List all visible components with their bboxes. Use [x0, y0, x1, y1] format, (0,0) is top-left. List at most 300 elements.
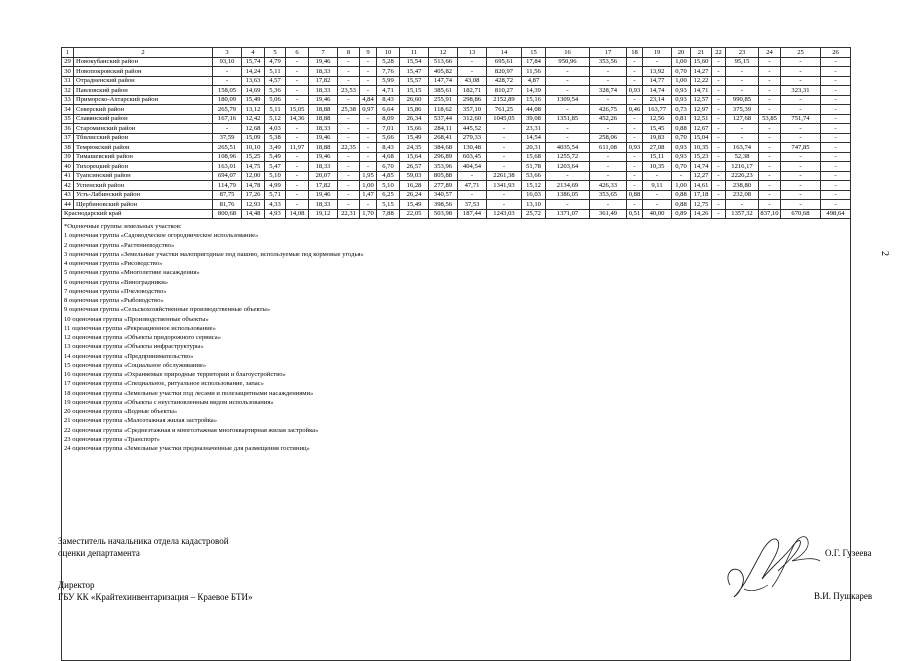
table-cell: 232,08	[726, 190, 759, 200]
table-cell: 15,49	[242, 95, 265, 105]
table-cell: -	[781, 181, 821, 191]
table-cell: 5,12	[265, 114, 286, 124]
table-cell: 12,56	[643, 114, 672, 124]
table-cell: -	[338, 95, 360, 105]
table-cell: 23,31	[522, 124, 546, 134]
table-cell: 1351,85	[546, 114, 590, 124]
table-cell: 13,10	[522, 200, 546, 210]
total-value-cell: 670,68	[781, 209, 821, 219]
table-cell: 182,71	[458, 86, 487, 96]
table-cell: 27,08	[643, 143, 672, 153]
table-row	[62, 190, 851, 200]
table-row	[62, 57, 851, 67]
table-cell: 694,07	[213, 171, 242, 181]
table-cell: 31	[62, 76, 74, 86]
table-cell: -	[627, 57, 643, 67]
table-cell: 15,15	[400, 86, 429, 96]
table-cell: 14,39	[522, 86, 546, 96]
table-cell: 428,72	[487, 76, 522, 86]
table-cell: -	[712, 143, 726, 153]
table-cell: 29	[62, 57, 74, 67]
table-cell: -	[759, 133, 781, 143]
table-cell: 9,11	[643, 181, 672, 191]
table-cell: -	[643, 200, 672, 210]
table-cell: -	[338, 67, 360, 77]
table-cell: -	[759, 95, 781, 105]
table-cell: -	[627, 76, 643, 86]
table-cell: -	[590, 67, 627, 77]
table-cell: 2152,89	[487, 95, 522, 105]
table-cell: 265,51	[213, 143, 242, 153]
table-cell: 695,61	[487, 57, 522, 67]
table-row	[62, 95, 851, 105]
table-cell: -	[781, 200, 821, 210]
table-cell: -	[546, 86, 590, 96]
table-cell: 19,83	[643, 133, 672, 143]
deputy-title-line-2: оценки департамента	[58, 548, 140, 558]
column-header: 22	[712, 48, 726, 58]
table-cell: -	[781, 133, 821, 143]
header-row	[62, 48, 851, 58]
table-cell: -	[726, 67, 759, 77]
table-cell: 405,82	[429, 67, 458, 77]
total-label-cell: Краснодарский край	[62, 209, 213, 219]
total-value-cell: 4,93	[265, 209, 286, 219]
column-header: 21	[691, 48, 712, 58]
table-cell: -	[360, 152, 377, 162]
table-cell: 127,68	[726, 114, 759, 124]
table-cell: -	[627, 133, 643, 143]
table-cell: 375,39	[726, 105, 759, 115]
table-cell: 1045,05	[487, 114, 522, 124]
table-cell: 41	[62, 171, 74, 181]
table-cell: 14,74	[643, 86, 672, 96]
table-cell: -	[643, 171, 672, 181]
table-cell: 12,67	[691, 124, 712, 134]
note-line: 14 оценочная группа «Предпринимательство»	[64, 352, 194, 360]
table-cell: -	[672, 171, 691, 181]
table-cell: -	[487, 143, 522, 153]
table-cell: -	[286, 171, 309, 181]
district-name-cell: Приморско-Ахтарский район	[74, 95, 213, 105]
table-cell: 15,25	[242, 152, 265, 162]
table-cell: 16,03	[522, 190, 546, 200]
table-cell: -	[627, 67, 643, 77]
table-cell: -	[759, 57, 781, 67]
column-header: 2	[74, 48, 213, 58]
note-line: 8 оценочная группа «Рыбоводство»	[64, 297, 164, 304]
table-row	[62, 133, 851, 143]
table-cell: 15,12	[522, 181, 546, 191]
table-cell: 163,77	[643, 105, 672, 115]
column-header: 5	[265, 48, 286, 58]
table-cell: -	[360, 114, 377, 124]
column-header: 10	[377, 48, 400, 58]
note-line: 22 оценочная группа «Среднеэтажная и многоэтажная многоквартирная жилая застройка»	[64, 426, 319, 434]
column-header: 4	[242, 48, 265, 58]
column-header: 26	[821, 48, 851, 58]
table-cell: -	[712, 133, 726, 143]
table-cell: 353,56	[590, 57, 627, 67]
table-cell: 14,71	[691, 86, 712, 96]
table-row	[62, 105, 851, 115]
table-cell: 81,76	[213, 200, 242, 210]
table-cell: -	[712, 57, 726, 67]
table-cell: -	[821, 114, 851, 124]
page-number: 2	[879, 251, 890, 256]
table-cell: 17,84	[522, 57, 546, 67]
table-cell: 18,88	[309, 105, 338, 115]
table-cell: 15,47	[400, 67, 429, 77]
table-cell: -	[781, 95, 821, 105]
note-line: 10 оценочная группа «Производственные объекты»	[64, 315, 209, 323]
table-cell: 0,97	[360, 105, 377, 115]
note-line: 5 оценочная группа «Многолетние насаждения»	[64, 269, 200, 277]
table-cell: 95,15	[726, 57, 759, 67]
table-cell: 14,74	[691, 162, 712, 172]
table-cell: -	[360, 162, 377, 172]
table-cell: -	[759, 105, 781, 115]
column-header: 7	[309, 48, 338, 58]
table-cell: 36	[62, 124, 74, 134]
table-cell: 805,88	[429, 171, 458, 181]
table-cell: -	[338, 200, 360, 210]
table-cell: -	[643, 190, 672, 200]
table-cell: -	[286, 57, 309, 67]
table-cell: 44,08	[522, 105, 546, 115]
table-cell: -	[338, 162, 360, 172]
table-cell: 14,78	[242, 181, 265, 191]
table-cell: 265,79	[213, 105, 242, 115]
table-cell: -	[821, 67, 851, 77]
table-cell: -	[458, 171, 487, 181]
table-cell: 7,76	[377, 67, 400, 77]
table-cell: 1,00	[360, 181, 377, 191]
table-cell: 328,74	[590, 86, 627, 96]
table-cell: 34	[62, 105, 74, 115]
district-name-cell: Славянский район	[74, 114, 213, 124]
table-cell: 603,45	[458, 152, 487, 162]
table-cell: -	[712, 67, 726, 77]
table-cell: 17,26	[242, 190, 265, 200]
table-cell: 15,68	[522, 152, 546, 162]
table-cell: 12,22	[691, 76, 712, 86]
table-cell: 12,57	[691, 95, 712, 105]
total-value-cell: 503,98	[429, 209, 458, 219]
column-header: 11	[400, 48, 429, 58]
column-header: 13	[458, 48, 487, 58]
table-cell: 0,88	[627, 190, 643, 200]
table-cell: -	[590, 76, 627, 86]
table-cell: -	[213, 124, 242, 134]
total-value-cell: 40,00	[643, 209, 672, 219]
table-cell: -	[759, 200, 781, 210]
table-cell: 8,43	[377, 95, 400, 105]
table-cell: 384,68	[429, 143, 458, 153]
table-cell: 1216,17	[726, 162, 759, 172]
table-cell: 163,01	[213, 162, 242, 172]
table-cell: 277,89	[429, 181, 458, 191]
table-cell: -	[546, 171, 590, 181]
note-line: 11 оценочная группа «Рекреационное использование»	[64, 324, 216, 332]
table-cell: -	[590, 124, 627, 134]
table-cell: 19,46	[309, 133, 338, 143]
table-cell: 3,49	[265, 143, 286, 153]
table-cell: -	[627, 162, 643, 172]
column-header: 18	[627, 48, 643, 58]
table-cell: 15,04	[691, 133, 712, 143]
table-cell: 1,95	[360, 171, 377, 181]
table-cell: -	[458, 190, 487, 200]
note-line: 9 оценочная группа «Сельскохозяйственные производственные объекты»	[64, 306, 271, 314]
deputy-name: О.Г. Гузеева	[825, 548, 872, 558]
table-cell: 611,08	[590, 143, 627, 153]
table-cell: -	[546, 124, 590, 134]
table-cell: 52,38	[726, 152, 759, 162]
table-cell: 2226,23	[726, 171, 759, 181]
table-cell: 167,16	[213, 114, 242, 124]
table-row	[62, 171, 851, 181]
table-cell: 4,33	[265, 200, 286, 210]
table-cell: -	[458, 67, 487, 77]
table-cell: 15,60	[691, 57, 712, 67]
table-cell: 0,70	[672, 162, 691, 172]
table-cell: -	[627, 152, 643, 162]
table-cell: -	[821, 181, 851, 191]
table-cell: 1386,05	[546, 190, 590, 200]
table-cell: 12,68	[242, 124, 265, 134]
table-cell: -	[627, 95, 643, 105]
table-cell: 14,61	[691, 181, 712, 191]
total-row	[62, 209, 851, 219]
table-cell: 23,14	[643, 95, 672, 105]
total-value-cell: 14,08	[286, 209, 309, 219]
table-cell: 4,99	[265, 181, 286, 191]
table-cell: 445,52	[458, 124, 487, 134]
table-cell: 51,78	[522, 162, 546, 172]
table-cell: 37,59	[213, 133, 242, 143]
table-cell: 11,97	[286, 143, 309, 153]
table-cell: 990,85	[726, 95, 759, 105]
table-cell: -	[726, 200, 759, 210]
district-name-cell: Отрадненский район	[74, 76, 213, 86]
table-cell: 761,25	[487, 105, 522, 115]
table-cell: -	[781, 190, 821, 200]
table-cell: 180,09	[213, 95, 242, 105]
table-cell: 26,60	[400, 95, 429, 105]
table-cell: 1341,93	[487, 181, 522, 191]
table-cell: -	[712, 190, 726, 200]
table-cell: -	[712, 124, 726, 134]
table-cell: 0,88	[672, 124, 691, 134]
table-cell: 0,93	[627, 143, 643, 153]
table-cell: -	[759, 124, 781, 134]
table-cell: 5,49	[265, 152, 286, 162]
table-cell: 255,91	[429, 95, 458, 105]
table-cell: -	[759, 181, 781, 191]
table-cell: -	[286, 190, 309, 200]
table-cell: -	[360, 133, 377, 143]
district-name-cell: Новопокровский район	[74, 67, 213, 77]
table-cell: 398,56	[429, 200, 458, 210]
table-cell: -	[286, 181, 309, 191]
table-cell: 15,23	[691, 152, 712, 162]
table-cell: -	[712, 200, 726, 210]
table-cell: 258,06	[590, 133, 627, 143]
table-cell: 0,73	[672, 105, 691, 115]
table-cell: 0,93	[627, 86, 643, 96]
table-cell: 40	[62, 162, 74, 172]
note-line: 1 оценочная группа «Садоводческое огородническое использование»	[64, 232, 259, 240]
table-cell: 5,11	[265, 67, 286, 77]
table-cell: -	[781, 76, 821, 86]
table-cell: 25,38	[338, 105, 360, 115]
table-cell: 37,53	[458, 200, 487, 210]
note-line: 16 оценочная группа «Охраняемые природные территории и благоустройство»	[64, 371, 286, 378]
table-cell: 340,57	[429, 190, 458, 200]
table-cell: -	[627, 171, 643, 181]
table-cell: 26,24	[400, 190, 429, 200]
table-cell: 43	[62, 190, 74, 200]
district-name-cell: Усть-Лабинский район	[74, 190, 213, 200]
total-value-cell: 0,51	[627, 209, 643, 219]
table-cell: 18,33	[309, 86, 338, 96]
table-cell: 47,71	[458, 181, 487, 191]
table-cell: -	[590, 95, 627, 105]
table-cell: 44	[62, 200, 74, 210]
table-cell: -	[759, 67, 781, 77]
table-cell: 14,24	[242, 67, 265, 77]
table-cell: -	[726, 86, 759, 96]
table-cell: -	[781, 171, 821, 181]
table-cell: -	[781, 105, 821, 115]
table-cell: 12,00	[242, 171, 265, 181]
table-cell: -	[643, 57, 672, 67]
table-cell: 452,26	[590, 114, 627, 124]
table-cell: 14,75	[242, 162, 265, 172]
table-cell: 30	[62, 67, 74, 77]
table-cell: -	[286, 95, 309, 105]
table-cell: 5,66	[377, 133, 400, 143]
table-cell: 15,66	[400, 124, 429, 134]
table-cell: -	[546, 200, 590, 210]
table-cell: 4,87	[522, 76, 546, 86]
note-line: 24 оценочная группа «Земельные участки предназначенные для размещения гостиниц»	[64, 445, 310, 452]
table-cell: -	[627, 181, 643, 191]
table-cell: 820,97	[487, 67, 522, 77]
table-cell: 747,85	[781, 143, 821, 153]
table-cell: -	[821, 76, 851, 86]
table-cell: 15,45	[643, 124, 672, 134]
district-name-cell: Северский район	[74, 105, 213, 115]
table-cell: 39	[62, 152, 74, 162]
table-cell: 15,64	[400, 152, 429, 162]
table-cell: 8,09	[377, 114, 400, 124]
table-cell: -	[213, 67, 242, 77]
table-cell: 17,18	[691, 190, 712, 200]
director-title-line-2: ГБУ КК «Крайтехинвентаризация – Краевое БТИ»	[58, 592, 253, 602]
table-cell: 238,80	[726, 181, 759, 191]
table-cell: 43,08	[458, 76, 487, 86]
table-cell: -	[338, 133, 360, 143]
table-cell: -	[487, 152, 522, 162]
table-cell: 4035,54	[546, 143, 590, 153]
table-cell: -	[338, 76, 360, 86]
table-cell: -	[286, 152, 309, 162]
table-cell: 298,86	[458, 95, 487, 105]
table-cell: 12,42	[242, 114, 265, 124]
table-cell: 14,27	[691, 67, 712, 77]
table-cell: -	[590, 171, 627, 181]
table-cell: -	[821, 143, 851, 153]
table-cell: -	[821, 152, 851, 162]
table-cell: 42	[62, 181, 74, 191]
table-cell: 12,93	[242, 200, 265, 210]
table-cell: 13,12	[242, 105, 265, 115]
table-cell: 4,03	[265, 124, 286, 134]
table-cell: -	[821, 95, 851, 105]
column-header: 17	[590, 48, 627, 58]
total-value-cell: -	[712, 209, 726, 219]
table-cell: 5,99	[377, 76, 400, 86]
table-cell: 114,79	[213, 181, 242, 191]
table-cell: -	[759, 171, 781, 181]
table-cell: -	[759, 143, 781, 153]
total-value-cell: 1357,32	[726, 209, 759, 219]
table-cell: 23,53	[338, 86, 360, 96]
table-cell: 14,77	[643, 76, 672, 86]
table-cell: -	[759, 86, 781, 96]
total-value-cell: 1243,03	[487, 209, 522, 219]
table-cell: 130,48	[458, 143, 487, 153]
table-cell: 14,36	[286, 114, 309, 124]
table-cell: -	[821, 133, 851, 143]
table-cell: -	[821, 86, 851, 96]
table-cell: 15,57	[400, 76, 429, 86]
table-cell: -	[286, 133, 309, 143]
column-header: 12	[429, 48, 458, 58]
table-cell: 5,28	[377, 57, 400, 67]
table-cell: 5,06	[265, 95, 286, 105]
column-header: 1	[62, 48, 74, 58]
note-line: 3 оценочная группа «Земельные участки малопригодные под пашню, используемые под кормовые угодья»	[64, 250, 364, 258]
table-cell: 18,88	[309, 114, 338, 124]
table-cell: 5,47	[265, 162, 286, 172]
table-cell: 0,81	[672, 114, 691, 124]
table-cell: -	[360, 57, 377, 67]
column-header: 15	[522, 48, 546, 58]
table-cell: -	[712, 86, 726, 96]
table-cell: 6,25	[377, 190, 400, 200]
table-cell: 26,57	[400, 162, 429, 172]
note-line: 7 оценочная группа «Пчеловодство»	[64, 287, 167, 295]
table-cell: 426,33	[590, 181, 627, 191]
table-cell: 0,70	[672, 133, 691, 143]
table-cell: 10,35	[643, 162, 672, 172]
column-header: 20	[672, 48, 691, 58]
table-cell: 18,33	[309, 124, 338, 134]
table-cell: 15,09	[242, 133, 265, 143]
table-cell: -	[821, 124, 851, 134]
table-cell: -	[590, 200, 627, 210]
district-name-cell: Новокубанский район	[74, 57, 213, 67]
table-cell: 537,44	[429, 114, 458, 124]
column-header: 23	[726, 48, 759, 58]
table-cell: 39,08	[522, 114, 546, 124]
table-cell: -	[627, 124, 643, 134]
total-value-cell: 800,68	[213, 209, 242, 219]
table-cell: 26,34	[400, 114, 429, 124]
